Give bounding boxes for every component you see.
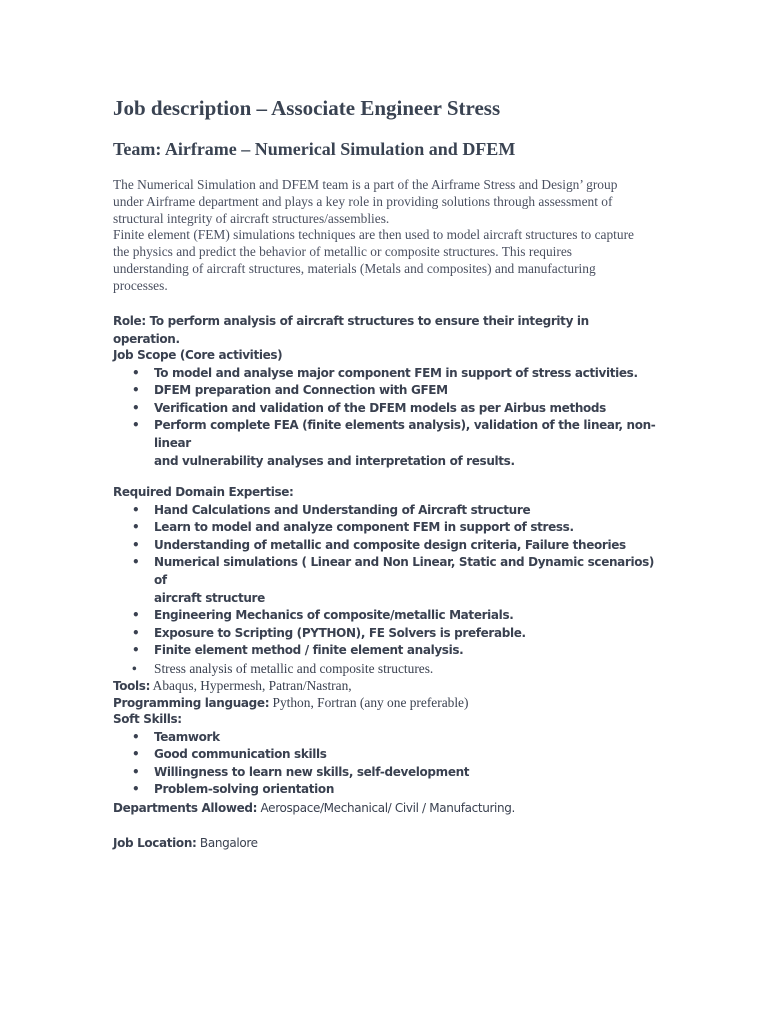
intro-line: the physics and predict the behavior of metallic or composite structures. This requires <box>113 244 572 260</box>
location-line <box>113 835 658 853</box>
list-item: • Engineering Mechanics of composite/metallic Materials. <box>113 607 658 625</box>
list-item: • Willingness to learn new skills, self-development <box>113 764 658 782</box>
soft-skills-list <box>113 729 658 799</box>
list-item: • Stress analysis of metallic and composite structures. <box>113 660 658 678</box>
list-item: • Good communication skills <box>113 746 658 764</box>
domain-expertise-list-cont <box>113 607 658 677</box>
job-scope-section <box>113 347 658 470</box>
list-item: • Learn to model and analyze component FEM in support of stress. <box>113 519 658 537</box>
list-item: • Finite element method / finite element analysis. <box>113 642 658 660</box>
role-label: Role: <box>113 314 146 328</box>
intro-line: structural integrity of aircraft structures/assemblies. <box>113 210 390 226</box>
job-scope-list <box>113 365 658 453</box>
location-label: Job Location: <box>113 836 197 850</box>
list-item: • Problem-solving orientation <box>113 781 658 799</box>
document-title: Job description – Associate Engineer Stress <box>113 96 501 120</box>
list-item: • DFEM preparation and Connection with GFEM <box>113 382 658 400</box>
team-heading: Team: Airframe – Numerical Simulation and DFEM <box>113 139 516 159</box>
domain-expertise-section <box>113 484 658 678</box>
domain-expertise-heading: Required Domain Expertise: <box>113 485 294 499</box>
intro-paragraph <box>113 177 658 295</box>
role-section <box>113 313 658 348</box>
intro-line: The Numerical Simulation and DFEM team is a part of the Airframe Stress and Design’ group <box>113 177 618 192</box>
list-item: • Teamwork <box>113 729 658 747</box>
list-item-continuation: and vulnerability analyses and interpretation of results. <box>154 453 515 468</box>
intro-line: Finite element (FEM) simulations techniques are then used to model aircraft structures to capture <box>113 227 634 243</box>
list-item: • Hand Calculations and Understanding of Aircraft structure <box>113 502 658 520</box>
programming-line <box>113 694 658 713</box>
job-scope-heading: Job Scope (Core activities) <box>113 348 283 362</box>
departments-label: Departments Allowed: <box>113 801 258 815</box>
list-item: • Understanding of metallic and composite design criteria, Failure theories <box>113 537 658 555</box>
list-item: • Perform complete FEA (finite elements analysis), validation of the linear, non-linear <box>113 417 658 452</box>
list-item: • Verification and validation of the DFEM models as per Airbus methods <box>113 400 658 418</box>
list-item: • To model and analyse major component FEM in support of stress activities. <box>113 365 658 383</box>
intro-line: understanding of aircraft structures, materials (Metals and composites) and manufacturing <box>113 260 596 276</box>
intro-line: processes. <box>113 277 168 293</box>
domain-expertise-list <box>113 502 658 590</box>
tools-label: Tools: <box>113 679 151 693</box>
list-item: • Numerical simulations ( Linear and Non Linear, Static and Dynamic scenarios) of <box>113 554 658 589</box>
role-text: To perform analysis of aircraft structures to ensure their integrity in operation. <box>113 314 589 346</box>
soft-skills-section <box>113 711 658 799</box>
location-value: Bangalore <box>196 836 258 850</box>
programming-label: Programming language: <box>113 696 270 710</box>
departments-value: Aerospace/Mechanical/ Civil / Manufacturing. <box>257 801 516 815</box>
list-item-continuation: aircraft structure <box>154 590 265 605</box>
tools-line <box>113 677 658 696</box>
soft-skills-heading: Soft Skills: <box>113 712 182 726</box>
intro-line: under Airframe department and plays a key role in providing solutions through assessment of <box>113 193 613 209</box>
list-item: • Exposure to Scripting (PYTHON), FE Solvers is preferable. <box>113 625 658 643</box>
programming-value: Python, Fortran (any one preferable) <box>269 695 469 710</box>
tools-value: Abaqus, Hypermesh, Patran/Nastran, <box>150 678 352 693</box>
departments-line <box>113 800 658 818</box>
